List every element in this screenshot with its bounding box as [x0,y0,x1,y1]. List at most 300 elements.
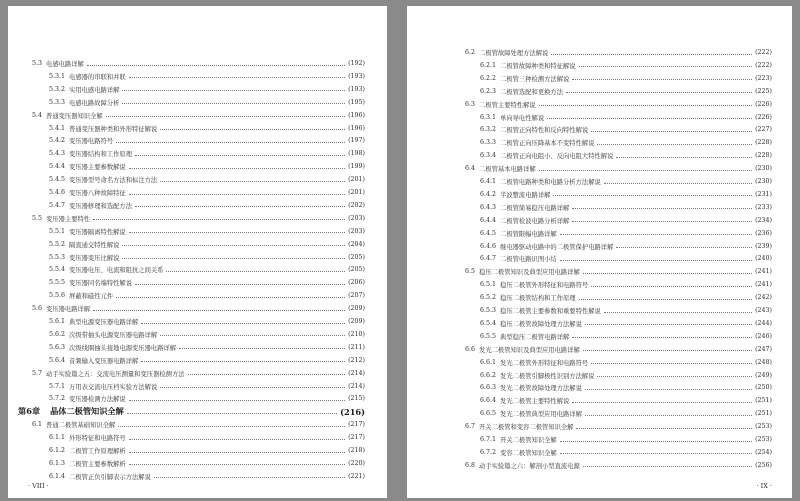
toc-entry-number: 6.4.5 [480,229,497,237]
toc-dot-leader [585,386,752,390]
toc-entry-title: 变容二极管知识全解 [500,449,557,457]
toc-entry [480,111,772,124]
toc-dot-leader [547,115,752,119]
toc-dot-leader [188,371,346,375]
toc-entry-page: (241) [755,281,772,289]
toc-entry [49,173,365,186]
toc-entry-number: 5.4.6 [49,189,66,196]
toc-dot-leader [129,449,345,453]
toc-entry-title: 发光二极管外形特征和电路符号 [500,359,589,367]
toc-dot-leader [604,180,752,184]
toc-entry-page: (228) [755,139,772,147]
toc-dot-leader [93,216,345,220]
toc-entry-page: (226) [755,100,772,108]
toc-entry-page: (227) [755,126,772,134]
toc-entry-number: 6.4.2 [480,190,497,198]
toc-dot-leader [116,139,345,143]
toc-entry-page: (249) [755,371,772,379]
toc-entry [480,175,772,188]
toc-entry-page: (217) [348,421,365,429]
toc-entry-title: 二极管故障种类和特征解说 [500,62,576,70]
toc-entry-title: 发光二极管知识及典型应用电路详解 [479,346,580,354]
page-gutter [387,0,407,501]
toc-dot-leader [116,294,345,298]
toc-dot-leader [572,218,752,222]
toc-entry [49,341,365,354]
toc-dot-leader [106,113,345,117]
toc-entry-page: (233) [755,203,772,211]
toc-entry [480,201,772,214]
toc-dot-leader [616,154,752,158]
toc-dot-leader [166,268,345,272]
toc-entry [49,354,365,367]
toc-entry [49,83,365,96]
toc-entry [49,238,365,251]
toc-entry-page: (222) [755,49,772,56]
toc-entry-number: 5.4.1 [49,124,66,132]
toc-dot-leader [118,423,345,427]
toc-entry-title: 二极管正向电阻小、反向电阻大特性解说 [500,153,614,161]
toc-dot-leader [583,347,752,351]
toc-entry-number: 6.3 [465,100,476,108]
toc-entry-number: 5.7.1 [49,382,66,390]
toc-entry [49,134,365,147]
toc-entry [480,136,772,149]
toc-entry-title: 晶体二极管知识全解 [50,406,124,417]
toc-entry-number: 5.6.2 [49,330,66,338]
toc-entry [49,380,365,393]
toc-entry-page: (203) [348,227,365,235]
toc-entry-page: (221) [348,472,365,480]
toc-dot-leader [87,62,345,66]
toc-entry-number: 5.5.2 [49,240,66,248]
toc-entry-title: 二极管三种检测方法解说 [500,75,570,83]
toc-entry-title: 半波整流电路详解 [500,191,551,199]
toc-entry-number: 5.4.4 [49,163,66,171]
toc-entry-page: (225) [755,87,772,95]
toc-entry-number: 5.4.2 [49,137,66,145]
toc-dot-leader [129,165,345,169]
toc-entry-title: 二极管电路识图小结 [500,256,557,264]
toc-dot-leader [579,63,752,67]
toc-entry-page: (211) [348,343,365,351]
toc-entry [465,420,772,433]
toc-entry-number: 5.7 [32,369,43,377]
toc-entry-title: 二极管限幅电路详解 [500,230,557,238]
toc-entry-page: (206) [348,279,365,287]
toc-entry [49,96,365,109]
toc-entry-number: 5.3.2 [49,85,66,93]
toc-entry-number: 5.3.3 [49,98,66,106]
toc-entry-number: 6.1 [32,421,43,429]
toc-entry-number: 5.6 [32,305,43,313]
toc-entry [465,459,772,472]
toc-dot-leader [141,320,345,324]
toc-entry-number: 6.5.1 [480,281,497,289]
toc-entry-number: 6.4 [465,165,476,173]
toc-entry-page: (209) [348,318,365,325]
toc-entry [49,392,365,405]
toc-entry [32,302,365,315]
toc-entry [480,304,772,317]
toc-entry [49,70,365,83]
toc-entry-title: 稳压二极管外形特征和电路符号 [500,282,589,290]
toc-entry-title: 二极管选配和更换方法 [500,88,563,96]
toc-entry-title: 变压器变压比解说 [69,254,120,262]
toc-entry [49,315,365,328]
toc-entry [49,251,365,264]
toc-entry-page: (253) [755,423,772,431]
toc-dot-leader [572,205,752,209]
toc-entry [465,343,772,356]
toc-dot-leader [560,450,752,454]
toc-entry-page: (246) [755,332,772,340]
toc-entry-title: 稳压二极管结构和工作原理 [500,295,576,303]
toc-entry-number: 6.1.2 [49,447,66,454]
toc-entry-number: 6.5.4 [480,319,497,327]
toc-entry-title: 普通变压器知识全解 [46,112,103,120]
toc-entry [480,291,772,304]
toc-entry-page: (196) [348,111,365,119]
toc-entry-title: 动手实验篇之六：解剖小型直流电源 [479,462,580,470]
toc-entry-page: (239) [755,242,772,250]
toc-entry-title: 开关二极管和变容二极管知识全解 [479,424,574,432]
toc-entry [49,263,365,276]
toc-entry-number: 6.4.7 [480,255,497,263]
toc-entry-page: (226) [755,113,772,121]
toc-entry-page: (199) [348,163,365,171]
toc-entry-title: 稳压二极管知识及典型应用电路详解 [479,269,580,277]
toc-entry-page: (242) [755,294,772,302]
toc-entry-number: 5.4 [32,111,43,119]
toc-entry-title: 变压器八种故障特征 [69,190,126,197]
toc-dot-leader [616,244,752,248]
toc-entry-page: (198) [348,150,365,158]
toc-entry-page: (251) [755,397,772,405]
toc-dot-leader [135,281,345,285]
toc-entry-title: 稳压二极管故障处理方法解说 [500,320,582,328]
toc-dot-leader [560,231,752,235]
toc-entry [480,381,772,394]
toc-dot-leader [129,191,345,195]
toc-entry [49,186,365,199]
toc-entry [480,330,772,343]
toc-entry-title: 音频输入变压器电路详解 [69,357,139,365]
toc-entry [32,367,365,380]
toc-entry-title: 电感电路详解 [46,61,84,68]
toc-dot-leader [585,321,752,325]
toc-entry [465,265,772,278]
toc-dot-leader [129,229,345,233]
toc-entry [480,123,772,136]
toc-entry-title: 二极管正向特性和反向特性解说 [500,127,589,135]
toc-dot-leader [160,126,345,130]
toc-entry-number: 5.5.3 [49,253,66,261]
toc-entry-title: 继电器驱动电路中的二极管保护电路详解 [500,243,614,251]
toc-dot-leader [129,397,345,401]
toc-entry [49,199,365,212]
toc-dot-leader [539,102,752,106]
toc-dot-leader [135,203,345,207]
toc-entry-title: 动手实验篇之五：交流电压测量和变压器检测方法 [46,370,185,378]
toc-dot-leader [572,76,752,80]
toc-entry-page: (205) [348,253,365,261]
toc-dot-leader [591,128,752,132]
toc-dot-leader [127,410,337,414]
toc-entry-page: (195) [348,98,365,106]
toc-entry-title: 典型稳压二极管电路详解 [500,333,570,341]
toc-dot-leader [597,141,752,145]
toc-entry-title: 电感电路故障分析 [69,99,120,107]
toc-entry-title: 普通变压器种类和外形特征解说 [69,125,158,133]
toc-entry [480,446,772,459]
toc-entry-page: (254) [755,448,772,456]
toc-entry [480,433,772,446]
toc-entry-number: 6.6.3 [480,384,497,392]
toc-entry [32,418,365,431]
toc-entry-title: 屏蔽和磁性元件 [69,293,114,301]
toc-entry-title: 电感器的串联和并联 [69,73,126,81]
toc-entry [480,227,772,240]
toc-entry [49,122,365,135]
toc-dot-leader [572,399,752,403]
toc-entry-page: (209) [348,305,365,313]
toc-entry-title: 变压器检测方法解说 [69,396,126,404]
toc-entry [49,444,365,457]
toc-entry-number: 6.5.3 [480,307,497,314]
toc-entry-title: 实用电感电路详解 [69,86,120,94]
toc-entry-title: 稳压二极管主要参数和重要特性解说 [500,308,601,315]
toc-entry-title: 次级线圈抽头接地电源变压器电路详解 [69,344,177,352]
toc-entry-page: (234) [755,216,772,224]
toc-entry [32,57,365,70]
toc-dot-leader [597,373,752,377]
toc-entry-number: 6.6.2 [480,371,497,379]
toc-entry-page: (247) [755,345,772,353]
toc-entry-number: 6.1.4 [49,472,66,480]
toc-entry-page: (193) [348,85,365,93]
toc-entry-page: (205) [348,266,365,274]
toc-dot-leader [160,332,345,336]
toc-entry-number: 第6章 [18,406,41,417]
toc-entry-number: 5.5.5 [49,279,66,287]
toc-entry [49,289,365,302]
toc-dot-leader [591,360,752,364]
toc-dot-leader [579,296,752,300]
toc-entry-page: (223) [755,74,772,82]
toc-entry-number: 6.6.4 [480,397,497,405]
toc-entry [480,369,772,382]
toc-entry-number: 5.6.3 [49,343,66,351]
toc-entry-title: 二极管主要特性解说 [479,101,536,109]
toc-entry-title: 发光二极管主要特性解说 [500,398,570,406]
toc-dot-leader [160,178,345,182]
toc-entry-number: 6.5 [465,268,476,276]
toc-entry-title: 变压器隔离特性解说 [69,228,126,236]
toc-entry-number: 5.6.1 [49,318,66,325]
toc-entry [480,72,772,85]
toc-entry-page: (228) [755,152,772,160]
toc-entry-number: 5.3 [32,60,43,67]
toc-entry-number: 5.3.1 [49,72,66,80]
toc-entry-title: 变压器修理和选配方法 [69,202,132,210]
toc-entry-title: 二极管电路种类和电路分析方法解说 [500,179,601,186]
toc-entry [49,431,365,444]
toc-dot-leader [122,87,345,91]
toc-dot-leader [551,51,752,55]
toc-entry-title: 二极管基本电路详解 [479,166,536,174]
toc-entry-page: (256) [755,461,772,469]
toc-dot-leader [129,74,345,78]
toc-entry-page: (214) [348,369,365,377]
toc-entry [32,109,365,122]
toc-entry [49,276,365,289]
toc-entry-page: (210) [348,330,365,338]
toc-entry-number: 6.8 [465,461,476,469]
toc-entry-number: 6.3.2 [480,126,497,134]
toc-entry-number: 6.5.2 [480,294,497,302]
toc-entry [480,85,772,98]
toc-entry [18,405,365,418]
toc-dot-leader [122,242,345,246]
toc-entry [49,160,365,173]
left-page [8,6,387,498]
toc-entry-number: 5.4.7 [49,201,66,209]
toc-entry-number: 5.6.4 [49,356,66,364]
toc-dot-leader [141,358,345,362]
toc-dot-leader [604,309,752,313]
toc-entry-number: 6.2 [465,49,476,56]
toc-entry-number: 6.4.3 [480,203,497,211]
toc-entry-title: 变压器主要参数解说 [69,164,126,172]
toc-entry-page: (202) [348,201,365,209]
toc-entry-title: 发光二极管典型应用电路详解 [500,411,582,419]
toc-entry-page: (192) [348,60,365,67]
toc-entry-title: 单向导电性解说 [500,114,545,122]
toc-entry-title: 外形特征和电路符号 [69,435,126,443]
toc-entry-title: 二极管工作原理解析 [69,448,126,455]
right-page [407,6,792,498]
toc-dot-leader [122,100,345,104]
toc-entry-number: 6.6 [465,345,476,353]
toc-entry-title: 变压器同名端特性解说 [69,280,132,288]
toc-entry [480,59,772,72]
toc-entry-title: 二极管检波电路分析详解 [500,217,570,225]
toc-entry-page: (201) [348,189,365,196]
toc-entry-number: 6.3.1 [480,113,497,121]
toc-entry-title: 二极管故障处理方法解说 [479,50,549,57]
toc-entry-title: 二极管主要参数解析 [69,460,126,468]
toc-dot-leader [566,89,752,93]
toc-entry-page: (215) [348,395,365,403]
toc-entry-title: 二极管正负引脚表示方法解说 [69,473,151,481]
toc-entry [49,147,365,160]
toc-entry-number: 5.5.1 [49,227,66,235]
toc-entry-page: (196) [348,124,365,132]
toc-entry-title: 二极管简易稳压电路详解 [500,204,570,212]
toc-entry-number: 6.1.3 [49,459,66,467]
toc-entry-page: (253) [755,436,772,443]
toc-entry-page: (230) [755,178,772,185]
toc-entry-number: 6.7.2 [480,448,497,456]
toc-dot-leader [553,192,752,196]
toc-dot-leader [572,334,752,338]
toc-entry-title: 次级带抽头电源变压器电路详解 [69,331,158,339]
toc-entry [480,188,772,201]
toc-entry-page: (241) [755,268,772,276]
toc-entry-number: 5.4.3 [49,150,66,158]
toc-entry-title: 隔直通交特性解说 [69,241,120,249]
toc-entry-title: 变压器电压、电流和阻抗之间关系 [69,267,164,275]
toc-entry-page: (251) [755,410,772,418]
toc-entry-page: (193) [348,72,365,80]
toc-dot-leader [122,255,345,259]
toc-dot-leader [591,283,752,287]
toc-entry-page: (243) [755,307,772,314]
toc-entry [465,98,772,111]
toc-dot-leader [93,307,345,311]
toc-dot-leader [560,257,752,261]
toc-dot-leader [539,167,752,171]
toc-dot-leader [160,384,345,388]
toc-entry-number: 6.6.5 [480,410,497,418]
toc-entry-page: (244) [755,319,772,327]
toc-entry-number: 6.2.1 [480,61,497,69]
toc-entry [49,457,365,470]
toc-entry-title: 变压器电路详解 [46,306,91,314]
toc-dot-leader [154,474,345,478]
toc-entry-page: (201) [348,176,365,184]
toc-entry-number: 5.4.5 [49,176,66,184]
toc-entry-number: 5.5.4 [49,266,66,274]
toc-entry-number: 6.3.4 [480,152,497,160]
page-number-footer: · IX · [756,482,772,490]
toc-dot-leader [560,438,752,442]
toc-entry-number: 6.7.1 [480,436,497,443]
toc-entry [480,214,772,227]
toc-entry-number: 5.7.2 [49,395,66,403]
toc-dot-leader [585,412,752,416]
toc-entry-number: 6.4.6 [480,242,497,250]
toc-entry [480,356,772,369]
toc-entry-page: (214) [348,382,365,390]
toc-entry-number: 5.5.6 [49,292,66,300]
toc-entry-page: (203) [348,214,365,222]
toc-entry-page: (218) [348,447,365,454]
toc-entry-title: 变压器结构和工作原理 [69,151,132,159]
toc-entry-number: 6.4.4 [480,216,497,224]
toc-entry-page: (240) [755,255,772,263]
toc-entry-number: 6.2.2 [480,74,497,82]
toc-dot-leader [135,152,345,156]
toc-entry-page: (197) [348,137,365,145]
toc-entry-title: 发光二极管引脚极性识别方法解说 [500,372,595,380]
toc-entry-title: 变压器电路符号 [69,138,114,146]
toc-entry-page: (230) [755,165,772,173]
toc-entry-title: 开关二极管知识全解 [500,437,557,444]
toc-entry-page: (212) [348,356,365,364]
toc-entry-number: 6.1.1 [49,434,66,442]
toc-entry-title: 变压器主要特性 [46,215,91,223]
toc-dot-leader [576,425,752,429]
page-number-footer: · VIII · [28,482,49,490]
toc-entry [480,240,772,253]
toc-entry-title: 典型电源变压器电路详解 [69,319,139,326]
toc-dot-leader [129,436,345,440]
toc-entry-title: 发光二极管故障处理方法解说 [500,385,582,393]
toc-entry-page: (236) [755,229,772,237]
toc-entry-number: 6.3.3 [480,139,497,147]
